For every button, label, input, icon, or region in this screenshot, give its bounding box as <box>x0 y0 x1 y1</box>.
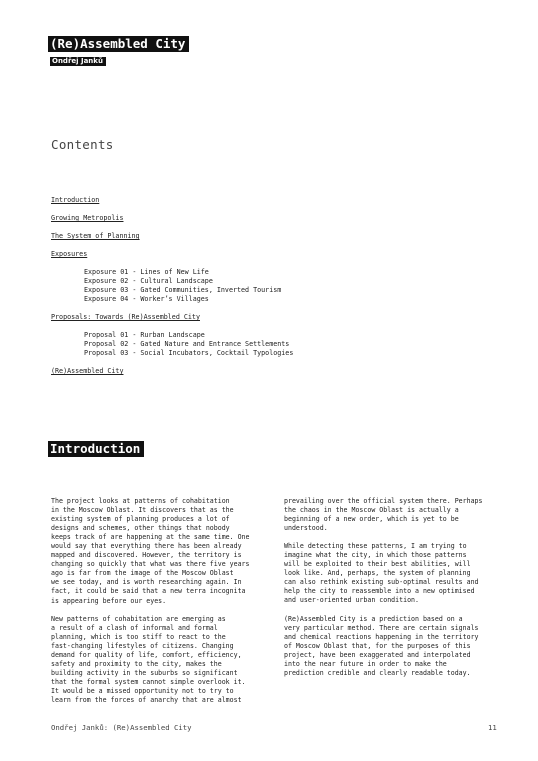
toc-subitem-proposal-03: Proposal 03 - Social Incubators, Cocktail Typologies <box>84 349 294 357</box>
body-paragraph: (Re)Assembled City is a prediction based on a very particular method. There are certain signals and chemical reactions happening in the territory of Moscow Oblast that, for the purposes of this project, have been exaggerated and interpolated into the near future in order to make the prediction credible and clearly readable today. <box>284 614 479 677</box>
body-column-left <box>51 497 273 714</box>
toc-subitem-proposal-02: Proposal 02 - Gated Nature and Entrance Settlements <box>84 340 290 348</box>
body-paragraph: New patterns of cohabitation are emerging as a result of a clash of informal and formal planning, which is too stiff to react to the fast-changing lifestyles of citizens. Changing demand for quality of life, comfort, efficiency, safety and proximity to the city, makes the building activity in the suburbs so significant that the formal system cannot simple overlook it. It would be a missed opportunity not to try to learn from the forces of anarchy that are almost <box>51 614 246 704</box>
toc-subitem-proposal-01: Proposal 01 - Rurban Landscape <box>84 331 205 339</box>
toc-subitem-exposure-03: Exposure 03 - Gated Communities, Inverted Tourism <box>84 286 282 294</box>
table-of-contents <box>51 196 491 376</box>
toc-link-proposals[interactable]: Proposals: Towards (Re)Assembled City <box>51 313 200 321</box>
toc-link-exposures[interactable]: Exposures <box>51 250 88 258</box>
body-paragraph: The project looks at patterns of cohabitation in the Moscow Oblast. It discovers that as the existing system of planning produces a lot of designs and schemes, other things that nobody keeps track of are happening at the same time. One would say that everything there has been already mapped and discovered. However, the territory is changing so quickly that what was there five years ago is far from the image of the Moscow Oblast we see today, and is worth researching again. In fact, it could be said that a new terra incognita is appearing before our eyes. <box>51 497 250 605</box>
body-column-right <box>284 497 506 687</box>
running-footer: Ondřej Janků: (Re)Assembled City <box>51 723 192 732</box>
toc-subitem-exposure-01: Exposure 01 - Lines of New Life <box>84 268 209 276</box>
toc-link-introduction[interactable]: Introduction <box>51 196 100 204</box>
toc-subitem-exposure-02: Exposure 02 - Cultural Landscape <box>84 277 213 285</box>
body-paragraph: While detecting these patterns, I am trying to imagine what the city, in which those patterns will be exploited to their best abilities, will look like. And, perhaps, the system of planning can also rethink existing sub-optimal results and help the city to reassemble into a new optimised and user-oriented urban condition. <box>284 542 479 605</box>
page-number: 11 <box>488 723 497 732</box>
toc-link-reassembled-city[interactable]: (Re)Assembled City <box>51 367 124 375</box>
toc-subitem-exposure-04: Exposure 04 - Worker’s Villages <box>84 295 209 303</box>
author-name: Ondřej Janků <box>50 57 106 66</box>
document-title: (Re)Assembled City <box>48 36 189 52</box>
contents-heading: Contents <box>51 137 114 152</box>
toc-link-system-of-planning[interactable]: The System of Planning <box>51 232 140 240</box>
introduction-heading: Introduction <box>48 441 144 457</box>
body-paragraph: prevailing over the official system there. Perhaps the chaos in the Moscow Oblast is actually a beginning of a new order, which is yet to be understood. <box>284 497 483 533</box>
toc-link-growing-metropolis[interactable]: Growing Metropolis <box>51 214 124 222</box>
